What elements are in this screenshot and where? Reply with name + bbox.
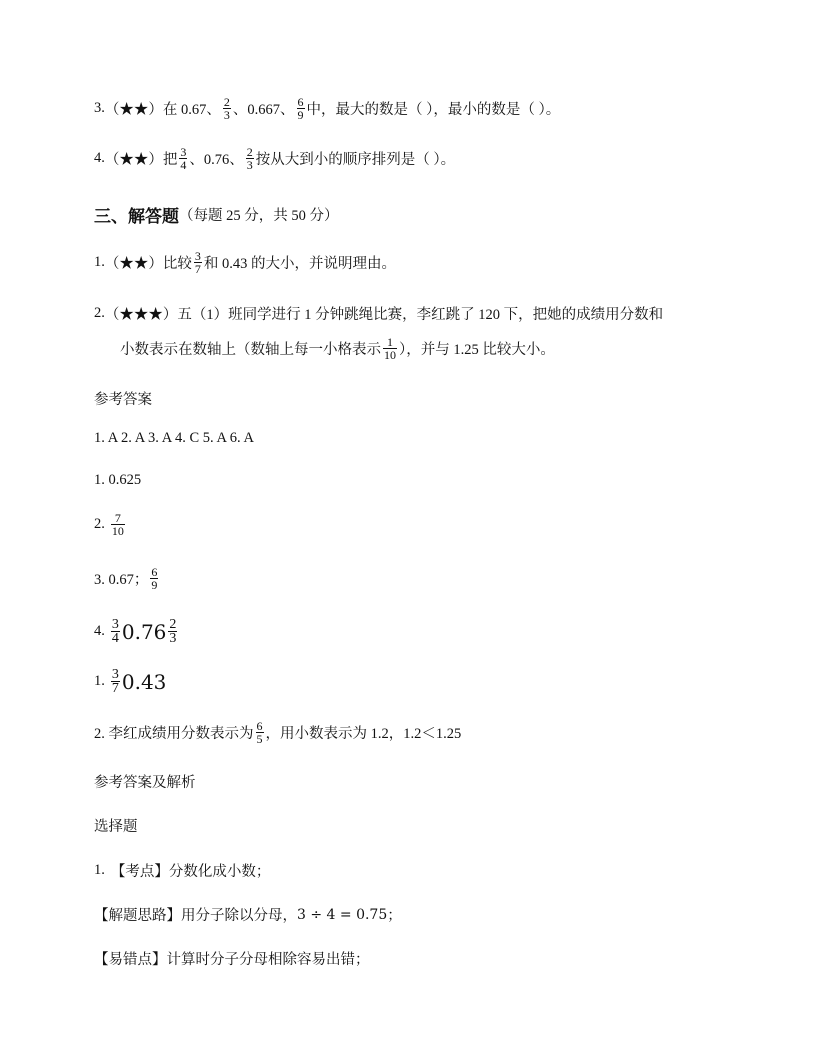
a2-text-1: 小数表示在数轴上（数轴上每一小格表示: [120, 342, 381, 358]
section-heading: [94, 202, 339, 227]
a1-f-numerator: 3: [194, 249, 201, 263]
p2-text: 用分子除以分母，: [181, 908, 297, 924]
a1-f-denominator: 7: [194, 262, 201, 276]
question-4: [94, 146, 455, 171]
q3-text-1: 在 0.67、: [162, 102, 221, 118]
q4-text-2: 、0.76、: [189, 152, 244, 168]
q4-f2-denominator: 3: [246, 158, 253, 172]
a1-number: 1.: [94, 254, 105, 270]
sol2-text-1: 2. 李红成绩用分数表示为: [94, 726, 254, 742]
a2-line-1: 五（1）班同学进行 1 分钟跳绳比赛，李红跳了 120 下，把她的成绩用分数和: [177, 307, 664, 323]
q4-f1-denominator: 4: [180, 158, 187, 172]
q3-f2-denominator: 9: [297, 108, 304, 122]
a1-text-1: 比较: [162, 256, 192, 272]
p1-tag: 【考点】: [110, 864, 169, 880]
question-3: [94, 96, 560, 121]
q3-fraction-1: [223, 96, 231, 121]
a2-number: 2.: [94, 305, 105, 321]
section-subtitle: （每题 25 分，共 50 分）: [179, 208, 339, 224]
fill2-number: 2.: [94, 516, 105, 532]
a1-text-2: 和 0.43 的大小，并说明理由。: [203, 256, 396, 272]
p2-tag: 【解题思路】: [94, 908, 181, 924]
answers-title: 参考答案: [94, 392, 152, 408]
q4-f1-numerator: 3: [180, 145, 187, 159]
analysis-title: 参考答案及解析: [94, 775, 196, 791]
a1-fraction: [194, 250, 202, 275]
p3-tag: 【易错点】: [94, 952, 167, 968]
q4-stars: （★★）: [104, 152, 163, 168]
a1-stars: （★★）: [104, 256, 163, 272]
fill4-fraction-2: [168, 618, 177, 645]
q3-f1-numerator: 2: [223, 95, 230, 109]
a2-stars: （★★★）: [104, 307, 178, 323]
answers-fill-2: [94, 512, 127, 537]
fill2-fraction: [111, 512, 125, 537]
sol2-f-numerator: 6: [256, 719, 263, 733]
answers-solve-2: [94, 720, 461, 745]
a2-f-numerator: 1: [387, 335, 393, 349]
sol2-fraction: [256, 720, 264, 745]
fill4-f2-numerator: 2: [169, 617, 177, 632]
a2-fraction: [383, 336, 397, 361]
analysis-section: 选择题: [94, 819, 138, 835]
answers-solve-1: [94, 668, 166, 695]
sol1-f-numerator: 3: [111, 667, 119, 682]
q3-fraction-2: [297, 96, 305, 121]
q3-number: 3.: [94, 100, 105, 116]
q4-text-1: 把: [162, 152, 178, 168]
fill4-f2-denominator: 3: [169, 631, 177, 646]
q4-number: 4.: [94, 150, 105, 166]
fill4-f1-numerator: 3: [111, 617, 119, 632]
sol2-f-denominator: 5: [256, 732, 263, 746]
analysis-point-3: [94, 948, 370, 969]
sol1-f-denominator: 7: [111, 681, 119, 696]
q3-text-2: 、0.667、: [232, 102, 295, 118]
p1-text: 分数化成小数；: [168, 864, 271, 880]
fill4-number: 4.: [94, 623, 105, 639]
fill3-f-numerator: 6: [151, 565, 158, 579]
section-title: 三、解答题: [94, 207, 179, 226]
sol1-number: 1.: [94, 673, 105, 689]
p3-text: 计算时分子分母相除容易出错；: [166, 952, 370, 968]
q4-f2-numerator: 2: [246, 145, 253, 159]
fill3-fraction: [150, 566, 158, 591]
solve-question-1: [94, 250, 396, 275]
fill4-middle: 0.76: [121, 619, 167, 644]
sol1-fraction: [111, 668, 120, 695]
solve-question-2-line-1: [94, 303, 663, 324]
p2-end: ；: [387, 908, 402, 924]
fill4-fraction-1: [111, 618, 120, 645]
a2-f-denominator: 10: [384, 348, 396, 362]
q4-fraction-1: [179, 146, 187, 171]
q3-f2-numerator: 6: [297, 95, 304, 109]
q3-text-3: 中，最大的数是（ ），最小的数是（ ）。: [306, 102, 561, 118]
a2-text-2: ），并与 1.25 比较大小。: [399, 342, 555, 358]
q3-stars: （★★）: [104, 102, 163, 118]
analysis-point-2: [94, 904, 402, 925]
answers-fill-1: 1. 0.625: [94, 472, 142, 488]
q4-fraction-2: [246, 146, 254, 171]
answers-choice: 1. A 2. A 3. A 4. C 5. A 6. A: [94, 430, 254, 446]
fill3-text: 3. 0.67；: [94, 572, 149, 588]
fill2-f-denominator: 10: [111, 524, 124, 538]
sol2-text-2: ，用小数表示为 1.2，1.2＜1.25: [265, 726, 462, 742]
fill3-f-denominator: 9: [151, 578, 158, 592]
q4-text-3: 按从大到小的顺序排列是（ ）。: [255, 152, 456, 168]
fill2-f-numerator: 7: [114, 511, 121, 525]
solve-question-2-line-2: [120, 336, 555, 361]
analysis-point-1: [94, 860, 270, 881]
p1-number: 1.: [94, 862, 105, 878]
sol1-value: 0.43: [121, 669, 167, 694]
q3-f1-denominator: 3: [223, 108, 230, 122]
fill4-f1-denominator: 4: [111, 631, 119, 646]
p2-math: 3 ÷ 4 = 0.75: [297, 906, 388, 923]
answers-fill-4: [94, 618, 179, 645]
answers-fill-3: [94, 566, 160, 591]
